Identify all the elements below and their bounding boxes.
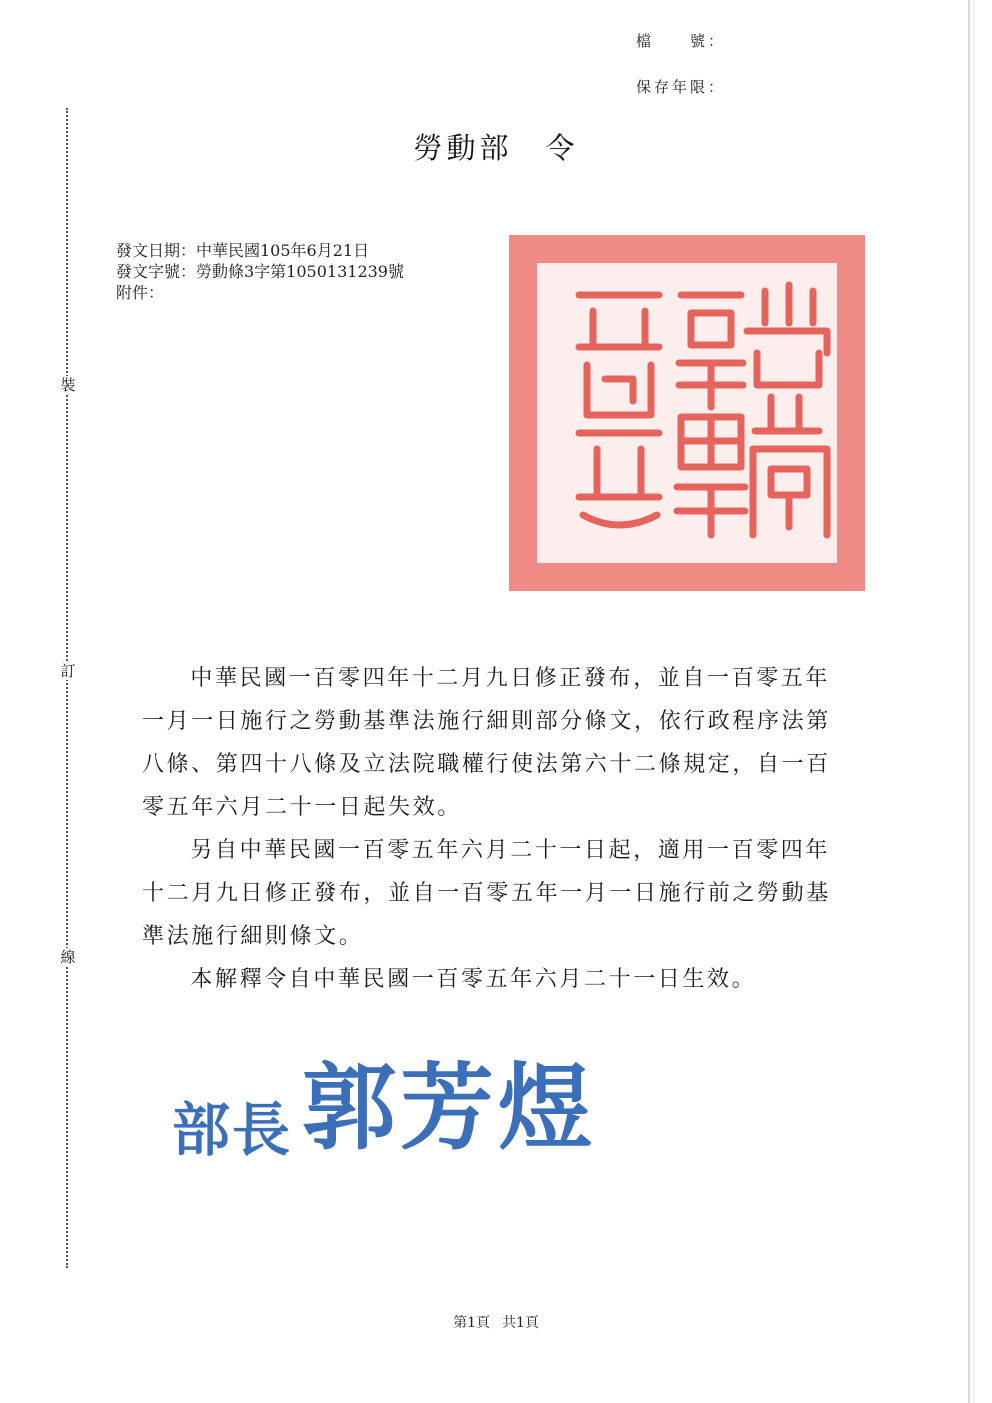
file-number-label: 檔 號： <box>636 32 727 50</box>
document-meta <box>116 240 404 303</box>
scan-edge <box>968 0 970 1403</box>
page-footer <box>0 1312 992 1332</box>
scan-edge-shadow <box>973 0 974 1403</box>
body-paragraph-1: 中華民國一百零四年十二月九日修正發布，並自一百零五年一月一日施行之勞動基準法施行細則部分條文，依行政程序法第八條、第四十八條及立法院職權行使法第六十二條規定，自一百零五年六月二十一日起失效。 <box>142 666 831 820</box>
binding-line <box>66 108 68 1268</box>
binding-char-zhuang: 裝 <box>58 376 78 394</box>
page-number: 第1頁 <box>453 1315 490 1331</box>
issue-date: 發文日期：中華民國105年6月21日 <box>116 241 370 260</box>
archive-header <box>636 30 726 122</box>
official-seal <box>509 235 865 591</box>
document-title: 勞動部 令 <box>413 131 579 165</box>
signature-title: 部長 <box>172 1096 293 1164</box>
document-number: 發文字號：勞動條3字第1050131239號 <box>116 262 404 281</box>
signature-name: 郭芳煜 <box>302 1053 597 1163</box>
document-body <box>142 657 854 1001</box>
body-paragraph-3: 本解釋令自中華民國一百零五年六月二十一日生效。 <box>190 967 757 992</box>
page-total: 共1頁 <box>502 1315 539 1331</box>
minister-signature-stamp <box>172 1032 596 1167</box>
body-paragraph-2: 另自中華民國一百零五年六月二十一日起，適用一百零四年十二月九日修正發布，並自一百零五年一月一日施行前之勞動基準法施行細則條文。 <box>142 838 831 949</box>
attachment-label: 附件： <box>116 283 165 302</box>
retention-period-label: 保存年限： <box>636 78 727 96</box>
binding-char-ding: 訂 <box>58 662 78 680</box>
binding-char-xian: 線 <box>58 948 78 966</box>
seal-script-glyphs <box>509 235 865 591</box>
